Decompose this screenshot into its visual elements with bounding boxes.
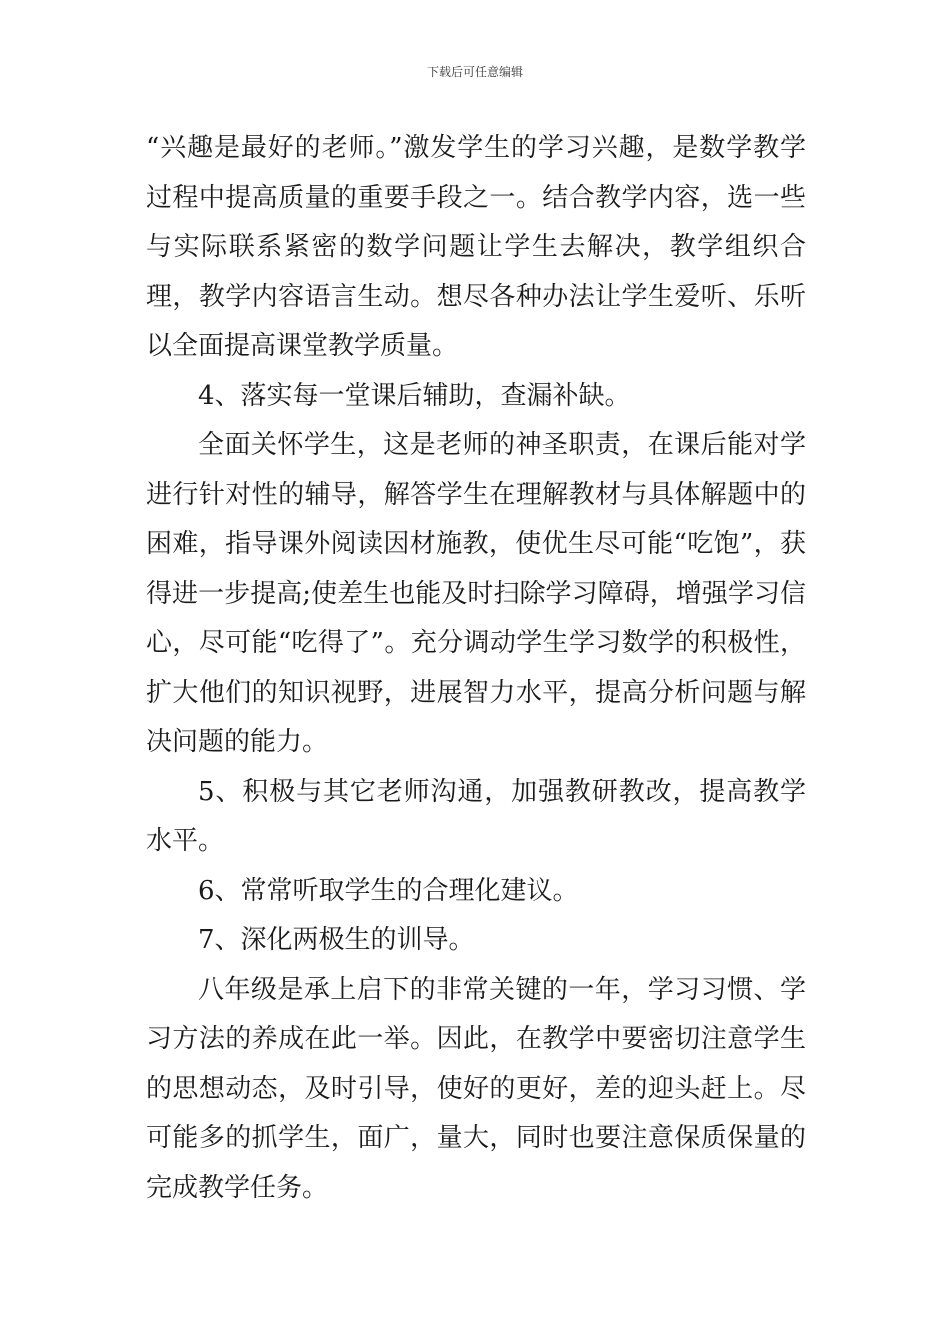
paragraph-care-for-students: 全面关怀学生，这是老师的神圣职责，在课后能对学进行针对性的辅导，解答学生在理解教材与具体解题中的困难，指导课外阅读因材施教，使优生尽可能“吃饱”，获得进一步提高;使差生也能及时扫除学习障碍，增强学习信心，尽可能“吃得了”。充分调动学生学习数学的积极性，扩大他们的知识视野，进展智力水平，提高分析问题与解决问题的能力。	[146, 430, 806, 757]
paragraph-grade-eight: 八年级是承上启下的非常关键的一年，学习习惯、学习方法的养成在此一举。因此，在教学中要密切注意学生的思想动态，及时引导，使好的更好，差的迎头赶上。尽可能多的抓学生，面广，量大，同时也要注意保质保量的完成教学任务。	[146, 974, 806, 1203]
paragraph-item-5-heading: 5、积极与其它老师沟通，加强教研教改，提高教学水平。	[146, 776, 806, 856]
paragraph-item-4-heading: 4、落实每一堂课后辅助，查漏补缺。	[198, 380, 631, 411]
paragraph-item-6-heading: 6、常常听取学生的合理化建议。	[198, 875, 579, 906]
page-header-note: 下载后可任意编辑	[426, 65, 523, 79]
paragraph-item-7-heading: 7、深化两极生的训导。	[198, 925, 475, 955]
document-body	[146, 124, 806, 1213]
paragraph-interest: “兴趣是最好的老师。”激发学生的学习兴趣，是数学教学过程中提高质量的重要手段之一。结合教学内容，选一些与实际联系紧密的数学问题让学生去解决，教学组织合理，教学内容语言生动。想尽各种办法让学生爱听、乐听以全面提高课堂教学质量。	[146, 133, 806, 361]
